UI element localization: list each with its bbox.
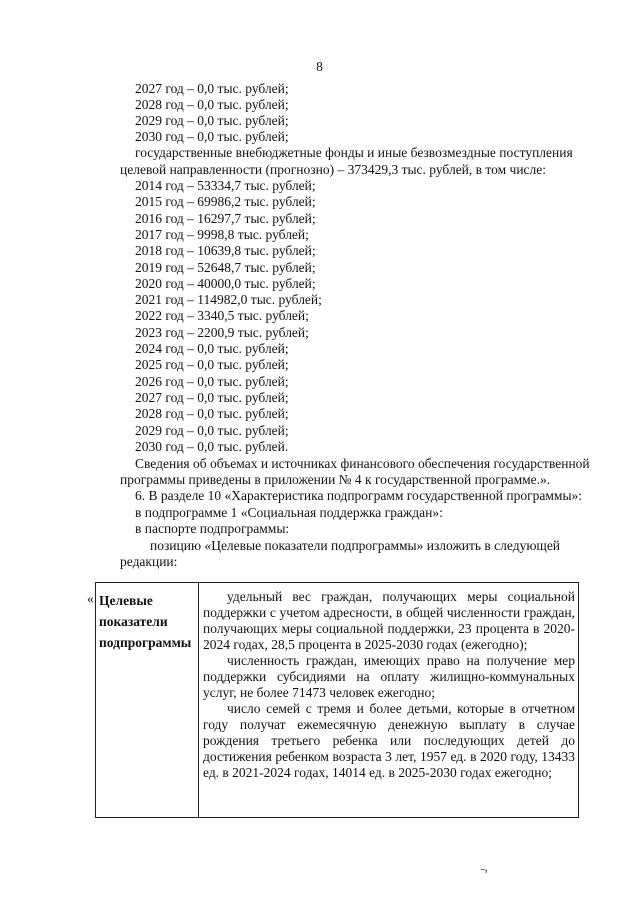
indicator-paragraph: число семей с тремя и более детьми, которые в отчетном году получат ежемесячную денежную выплату в случае рождения третьего ребенка или последующих детей до достижения ребенком возраста 3 лет, 1957 ед. в 2020 году, 13433 ед. в 2021-2024 годах, 14014 ед. в 2025-2030 годах ежегодно; xyxy=(203,701,575,780)
text-line: государственные внебюджетные фонды и иные безвозмездные поступления xyxy=(135,145,573,160)
text-line: 2024 год – 0,0 тыс. рублей; xyxy=(135,341,289,356)
text-line: 2029 год – 0,0 тыс. рублей; xyxy=(135,423,289,438)
text-line: 2019 год – 52648,7 тыс. рублей; xyxy=(135,260,316,275)
text-line: 6. В разделе 10 «Характеристика подпрограмм государственной программы»: xyxy=(135,488,583,503)
text-line: 2028 год – 0,0 тыс. рублей; xyxy=(135,406,289,421)
text-line: в паспорте подпрограммы: xyxy=(135,521,290,536)
label-line: показатели xyxy=(99,614,168,629)
opening-quote-mark: « xyxy=(87,591,94,606)
text-line: 2015 год – 69986,2 тыс. рублей; xyxy=(135,194,316,209)
indicator-paragraph: удельный вес граждан, получающих меры социальной поддержки с учетом адресности, в общей численности граждан, получающих меры социальной поддержки, 23 процента в 2020-2024 годах, 28,5 процента в 2025-2030 годах (ежегодно); xyxy=(203,589,575,652)
text-line: 2027 год – 0,0 тыс. рублей; xyxy=(135,390,289,405)
text-line: 2026 год – 0,0 тыс. рублей; xyxy=(135,374,289,389)
text-line: позицию «Целевые показатели подпрограммы» изложить в следующей xyxy=(150,538,561,553)
text-line: целевой направленности (прогнозно) – 373429,3 тыс. рублей, в том числе: xyxy=(120,162,547,177)
indicator-paragraph: численность граждан, имеющих право на получение мер поддержки субсидиями на оплату жилищно-коммунальных услуг, не более 71473 человек ежегодно; xyxy=(203,653,575,700)
text-line: 2017 год – 9998,8 тыс. рублей; xyxy=(135,227,309,242)
passport-table xyxy=(95,582,579,818)
text-line: 2016 год – 16297,7 тыс. рублей; xyxy=(135,211,316,226)
handwritten-mark: ¬ xyxy=(479,861,489,878)
text-line: 2020 год – 40000,0 тыс. рублей; xyxy=(135,276,316,291)
text-line: 2029 год – 0,0 тыс. рублей; xyxy=(135,113,289,128)
text-line: 2030 год – 0,0 тыс. рублей. xyxy=(135,439,289,454)
text-line: в подпрограмме 1 «Социальная поддержка граждан»: xyxy=(135,505,443,520)
text-line: 2014 год – 53334,7 тыс. рублей; xyxy=(135,178,316,193)
text-line: редакции: xyxy=(120,554,178,569)
column-divider xyxy=(198,583,199,817)
table-label-cell xyxy=(99,590,191,653)
text-line: 2025 год – 0,0 тыс. рублей; xyxy=(135,357,289,372)
table-value-cell xyxy=(203,589,575,781)
text-line: 2023 год – 2200,9 тыс. рублей; xyxy=(135,325,309,340)
text-line: 2022 год – 3340,5 тыс. рублей; xyxy=(135,308,309,323)
label-line: подпрограммы xyxy=(99,635,192,650)
text-line: 2028 год – 0,0 тыс. рублей; xyxy=(135,97,289,112)
text-line: Сведения об объемах и источниках финансового обеспечения государственной xyxy=(135,456,590,471)
text-line: 2021 год – 114982,0 тыс. рублей; xyxy=(135,292,322,307)
text-line: программы приведены в приложении № 4 к государственной программе.». xyxy=(120,472,551,487)
page-number: 8 xyxy=(316,59,323,74)
text-line: 2018 год – 10639,8 тыс. рублей; xyxy=(135,243,316,258)
text-line: 2030 год – 0,0 тыс. рублей; xyxy=(135,129,289,144)
text-line: 2027 год – 0,0 тыс. рублей; xyxy=(135,81,289,96)
label-line: Целевые xyxy=(99,593,153,608)
